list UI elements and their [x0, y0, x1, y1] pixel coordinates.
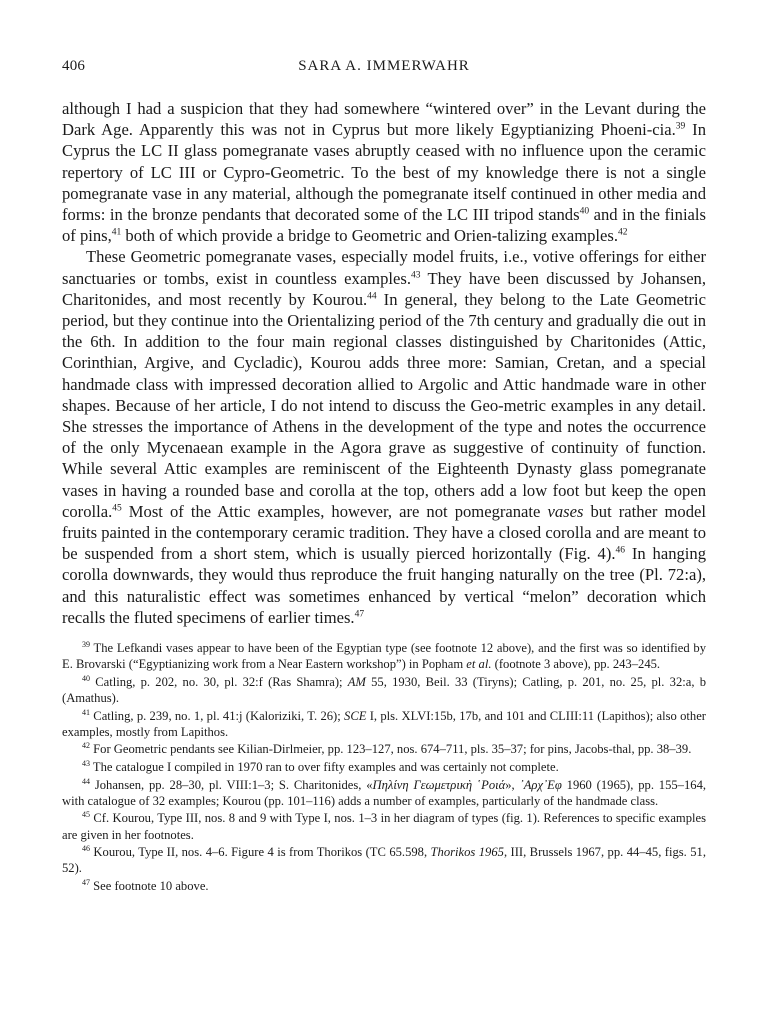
text-run: See footnote 10 above.: [90, 879, 209, 894]
text-run: (footnote 3 above), pp. 243–245.: [491, 657, 661, 672]
text-run: For Geometric pendants see Kilian-Dirlmeier, pp. 123–127, nos. 674–711, pls. 35–37; for pins, Jacobs-thal, pp. 38–39.: [90, 742, 692, 757]
footnote: [62, 777, 706, 809]
footnote: [62, 844, 706, 876]
footnote-number: 44: [82, 776, 90, 786]
italic-text: vases: [547, 501, 584, 521]
running-head-author: SARA A. IMMERWAHR: [298, 58, 470, 74]
text-run: »,: [505, 777, 520, 792]
text-run: 55, 1930, Beil. 33 (Tiryns); Catling, p. 201, no. 25, pl. 32:a, b (Amathus).: [62, 674, 706, 706]
footnote: [62, 878, 706, 894]
text-run: Cf. Kourou, Type III, nos. 8 and 9 with Type I, nos. 1–3 in her diagram of types (fig. 1). References to specific examples are given in her footnotes.: [62, 811, 706, 842]
text-run: Most of the Attic examples, however, are not pomegranate: [121, 501, 548, 521]
footnote-reference: 46: [615, 545, 626, 556]
text-run: These Geometric pomegranate vases, especially model fruits, i.e., votive offerings for either sanctuaries or tombs, exist in countless examples.: [62, 247, 706, 288]
footnote-reference: 41: [111, 227, 122, 238]
footnote-reference: 39: [675, 121, 686, 132]
text-run: In general, they belong to the Late Geometric period, but they continue into the Orientalizing period of the 7th century and gradually die out in the 6th. In addition to the four main regional classes distinguished by Charitonides (Attic, Corinthian, Argive, and Cycladic), Kourou adds three more: Samian, Cretan, and a special handmade class with impressed decoration allied to Argolic and Attic handmade ware in other shapes. Because of her article, I do not intend to discuss the Geo-metric examples in any detail. She stresses the importance of Athens in the development of the type and notes the occurrence of the only Mycenaean example in the Agora grave as suggestive of continuity of function. While several Attic examples are reminiscent of the Eighteenth Dynasty glass pomegranate vases in having a rounded base and corolla at the top, others add a low foot but keep the open corolla.: [62, 289, 707, 521]
text-run: They have been discussed by Johansen, Charitonides, and most recently by Kourou.: [62, 268, 707, 309]
italic-text: ᾽Αρχ᾽Εφ: [519, 777, 562, 792]
footnote-number: 42: [82, 741, 90, 751]
text-run: , III, Brussels 1967, pp. 44–45, figs. 51, 52).: [62, 845, 706, 876]
footnote-number: 41: [82, 707, 90, 717]
footnote: [62, 741, 706, 757]
footnote-reference: 43: [410, 270, 421, 281]
italic-text: AM: [347, 674, 366, 689]
italic-text: Πηλίνη Γεωμετρικὴ ῾Ροιά: [372, 777, 506, 792]
footnote-reference: 47: [354, 609, 365, 620]
footnote-number: 45: [82, 810, 90, 820]
text-run: Catling, p. 239, no. 1, pl. 41:j (Kaloriziki, T. 26);: [90, 708, 345, 723]
footnote-number: 39: [82, 639, 90, 649]
text-run: and in the finials of pins,: [62, 205, 706, 246]
text-run: Kourou, Type II, nos. 4–6. Figure 4 is from Thorikos (TC 65.598,: [90, 845, 431, 860]
page-number: 406: [62, 58, 86, 74]
running-head: [62, 58, 706, 84]
footnote-number: 43: [82, 758, 90, 768]
footnote-reference: 45: [112, 503, 122, 514]
text-run: 1960 (1965), pp. 155–164, with catalogue of 32 examples; Kourou (pp. 101–116) adds a number of examples, particularly of the handmade class.: [62, 777, 707, 808]
footnote: [62, 640, 706, 672]
text-run: I, pls. XLVI:15b, 17b, and 101 and CLIII:11 (Lapithos); also other examples, mostly from Lapithos.: [62, 708, 707, 739]
text-run: The Lefkandi vases appear to have been of the Egyptian type (see footnote 12 above), and the first was so identified by E. Brovarski (“Egyptianizing work from a Near Eastern workshop”) in Popham: [62, 641, 706, 672]
text-run: but rather model fruits painted in the contemporary ceramic tradition. They have a closed corolla and are meant to be suspended from a short stem, which is usually pierced horizontally (Fig. 4).: [62, 501, 706, 564]
paragraph: [62, 246, 706, 628]
footnote-reference: 40: [579, 206, 590, 217]
footnote: [62, 674, 706, 706]
footnote: [62, 810, 706, 842]
text-run: In Cyprus the LC II glass pomegranate vases abruptly ceased with no influence upon the ceramic repertory of LC III or Cypro-Geometric. To the best of my knowledge there is not a single pomegranate vase in any material, although the pomegranate itself continued in other media and forms: in the bronze pendants that decorated some of the LC III tripod stands: [62, 120, 706, 225]
text-run: Catling, p. 202, no. 30, pl. 32:f (Ras Shamra);: [90, 674, 348, 689]
footnote-number: 40: [82, 673, 90, 683]
footnote: [62, 708, 706, 740]
italic-text: et al.: [466, 657, 492, 672]
text-run: although I had a suspicion that they had somewhere “wintered over” in the Levant during the Dark Age. Apparently this was not in Cyprus but more likely Egyptianizing Phoeni-cia.: [62, 99, 706, 140]
text-run: Johansen, pp. 28–30, pl. VIII:1–3; S. Charitonides, «: [90, 777, 373, 792]
main-text: [62, 98, 706, 628]
footnote-number: 46: [82, 844, 90, 854]
italic-text: SCE: [344, 708, 367, 723]
footnote-number: 47: [82, 877, 90, 887]
footnotes: [62, 640, 706, 894]
paragraph: [62, 98, 706, 246]
text-run: In hanging corolla downwards, they would thus reproduce the fruit hanging naturally on the tree (Pl. 72:a), and this naturalistic effect was sometimes enhanced by vertical “melon” decoration which recalls the fluted specimens of earlier times.: [62, 544, 706, 627]
footnote: [62, 759, 706, 775]
text-run: The catalogue I compiled in 1970 ran to over fifty examples and was certainly not complete.: [90, 760, 559, 775]
footnote-reference: 42: [618, 227, 628, 238]
text-run: both of which provide a bridge to Geometric and Orien-talizing examples.: [121, 226, 619, 246]
footnote-reference: 44: [367, 291, 377, 302]
book-page: [62, 58, 706, 896]
italic-text: Thorikos 1965: [430, 845, 504, 860]
